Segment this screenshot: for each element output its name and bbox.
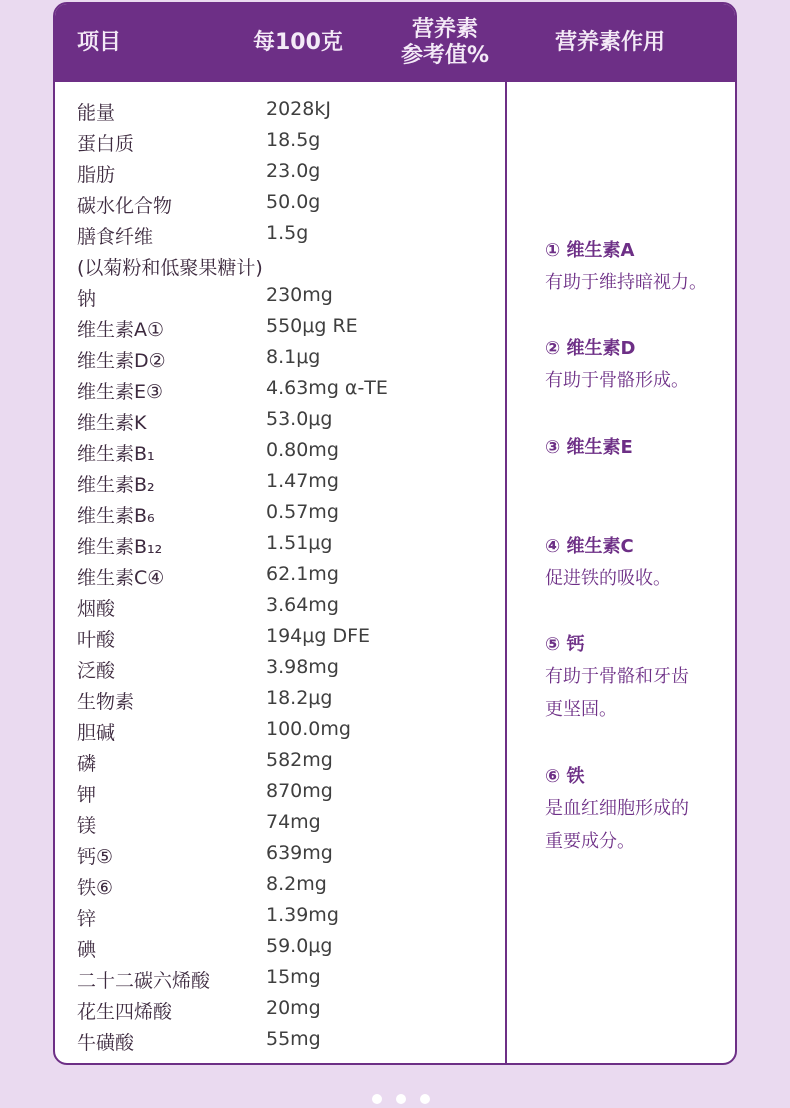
nutrient-name: (以菊粉和低聚果糖计) [77,257,263,279]
table-row [55,840,505,871]
nutrient-name: 维生素D② [77,350,166,372]
nutrient-value: 582mg [266,749,333,771]
table-row [55,623,505,654]
note-title: ⑥ 铁 [545,766,585,787]
header-nrv-line2: 参考值% [400,43,490,68]
table-row [55,313,505,344]
note-description: 是血红细胞形成的 [545,798,689,819]
note-title: ② 维生素D [545,338,636,359]
table-row [55,747,505,778]
carousel-dots [372,1089,444,1108]
table-row [55,561,505,592]
nutrient-value: 100.0mg [266,718,351,740]
table-row [55,716,505,747]
carousel-dot[interactable] [396,1094,406,1104]
table-row [55,220,505,251]
nutrient-value: 3.98mg [266,656,339,678]
nutrient-name: 碳水化合物 [77,195,173,217]
nutrient-name: 牛磺酸 [77,1032,135,1054]
table-row [55,499,505,530]
nutrient-name: 二十二碳六烯酸 [77,970,211,992]
carousel-dot[interactable] [372,1094,382,1104]
nutrient-value: 55mg [266,1028,321,1050]
table-row [55,282,505,313]
header-nrv-line1: 营养素 [411,17,478,42]
table-row [55,344,505,375]
table-row [55,158,505,189]
note-title: ④ 维生素C [545,536,634,557]
nutrient-name: 维生素K [77,412,147,434]
nutrient-value: 50.0g [266,191,321,213]
nutrient-name: 蛋白质 [77,133,135,155]
nutrient-value: 23.0g [266,160,321,182]
nutrient-name: 生物素 [77,691,135,713]
nutrient-name: 膳食纤维 [77,226,154,248]
note-title: ① 维生素A [545,240,635,261]
nutrient-name: 钾 [77,784,97,806]
nutrient-value: 62.1mg [266,563,339,585]
table-row [55,871,505,902]
nutrient-value: 1.5g [266,222,309,244]
header-nrv [395,17,495,69]
table-row [55,437,505,468]
table-row [55,96,505,127]
nutrient-value: 230mg [266,284,333,306]
nutrient-value: 74mg [266,811,321,833]
table-row [55,902,505,933]
table-row [55,251,505,282]
nutrient-value: 18.5g [266,129,321,151]
table-row [55,809,505,840]
nutrient-name: 花生四烯酸 [77,1001,173,1023]
table-header [55,4,735,82]
note-description: 促进铁的吸收。 [545,568,671,589]
nutrient-name: 锌 [77,908,97,930]
nutrient-name: 胆碱 [77,722,116,744]
nutrient-name: 叶酸 [77,629,116,651]
nutrient-name: 能量 [77,102,116,124]
nutrient-name: 维生素E③ [77,381,164,403]
table-row [55,530,505,561]
note-description: 有助于骨骼和牙齿 [545,666,689,687]
nutrient-name: 碘 [77,939,97,961]
carousel-dot[interactable] [420,1094,430,1104]
nutrient-name: 维生素C④ [77,567,165,589]
nutrient-name: 维生素B₁ [77,443,155,465]
note-item [545,632,735,726]
table-row [55,654,505,685]
nutrient-value: 1.39mg [266,904,339,926]
note-item [545,435,735,461]
nutrient-name: 维生素B₂ [77,474,155,496]
nutrient-value: 0.80mg [266,439,339,461]
note-item [545,764,735,858]
table-row [55,1026,505,1057]
column-divider [505,82,507,1063]
nutrient-value: 550μg RE [266,315,358,337]
nutrient-name: 镁 [77,815,97,837]
nutrient-value: 1.51μg [266,532,333,554]
table-row [55,778,505,809]
note-description: 有助于维持暗视力。 [545,272,707,293]
nutrient-value: 15mg [266,966,321,988]
nutrient-value: 1.47mg [266,470,339,492]
note-item [545,534,735,595]
table-row [55,189,505,220]
nutrient-list [55,96,505,1057]
note-item [545,336,735,397]
nutrient-name: 维生素B₆ [77,505,155,527]
nutrient-name: 磷 [77,753,97,775]
nutrient-value: 20mg [266,997,321,1019]
nutrient-value: 53.0μg [266,408,333,430]
nutrient-value: 194μg DFE [266,625,371,647]
nutrient-value: 3.64mg [266,594,339,616]
note-title: ⑤ 钙 [545,634,585,655]
nutrient-name: 维生素A① [77,319,165,341]
nutrition-table [53,2,737,1065]
table-row [55,375,505,406]
nutrient-value: 4.63mg α-TE [266,377,388,399]
nutrient-name: 维生素B₁₂ [77,536,163,558]
nutrient-value: 2028kJ [266,98,331,120]
header-per-100g: 每100克 [253,30,343,55]
note-item [545,238,735,299]
nutrient-name: 铁⑥ [77,877,114,899]
nutrient-name: 钙⑤ [77,846,114,868]
nutrient-value: 59.0μg [266,935,333,957]
header-role: 营养素作用 [555,30,666,55]
note-title: ③ 维生素E [545,437,633,458]
table-row [55,468,505,499]
table-row [55,685,505,716]
nutrient-value: 0.57mg [266,501,339,523]
nutrient-value: 639mg [266,842,333,864]
nutrient-name: 泛酸 [77,660,116,682]
table-row [55,964,505,995]
nutrient-value: 8.2mg [266,873,327,895]
nutrient-value: 870mg [266,780,333,802]
table-row [55,592,505,623]
note-description: 重要成分。 [545,831,635,852]
nutrient-name: 钠 [77,288,97,310]
table-row [55,933,505,964]
table-row [55,127,505,158]
note-description: 更坚固。 [545,699,617,720]
note-description: 有助于骨骼形成。 [545,370,689,391]
nutrient-value: 8.1μg [266,346,321,368]
nutrient-value: 18.2μg [266,687,333,709]
table-row [55,406,505,437]
table-row [55,995,505,1026]
nutrient-name: 烟酸 [77,598,116,620]
nutrient-name: 脂肪 [77,164,116,186]
header-item: 项目 [77,30,122,55]
